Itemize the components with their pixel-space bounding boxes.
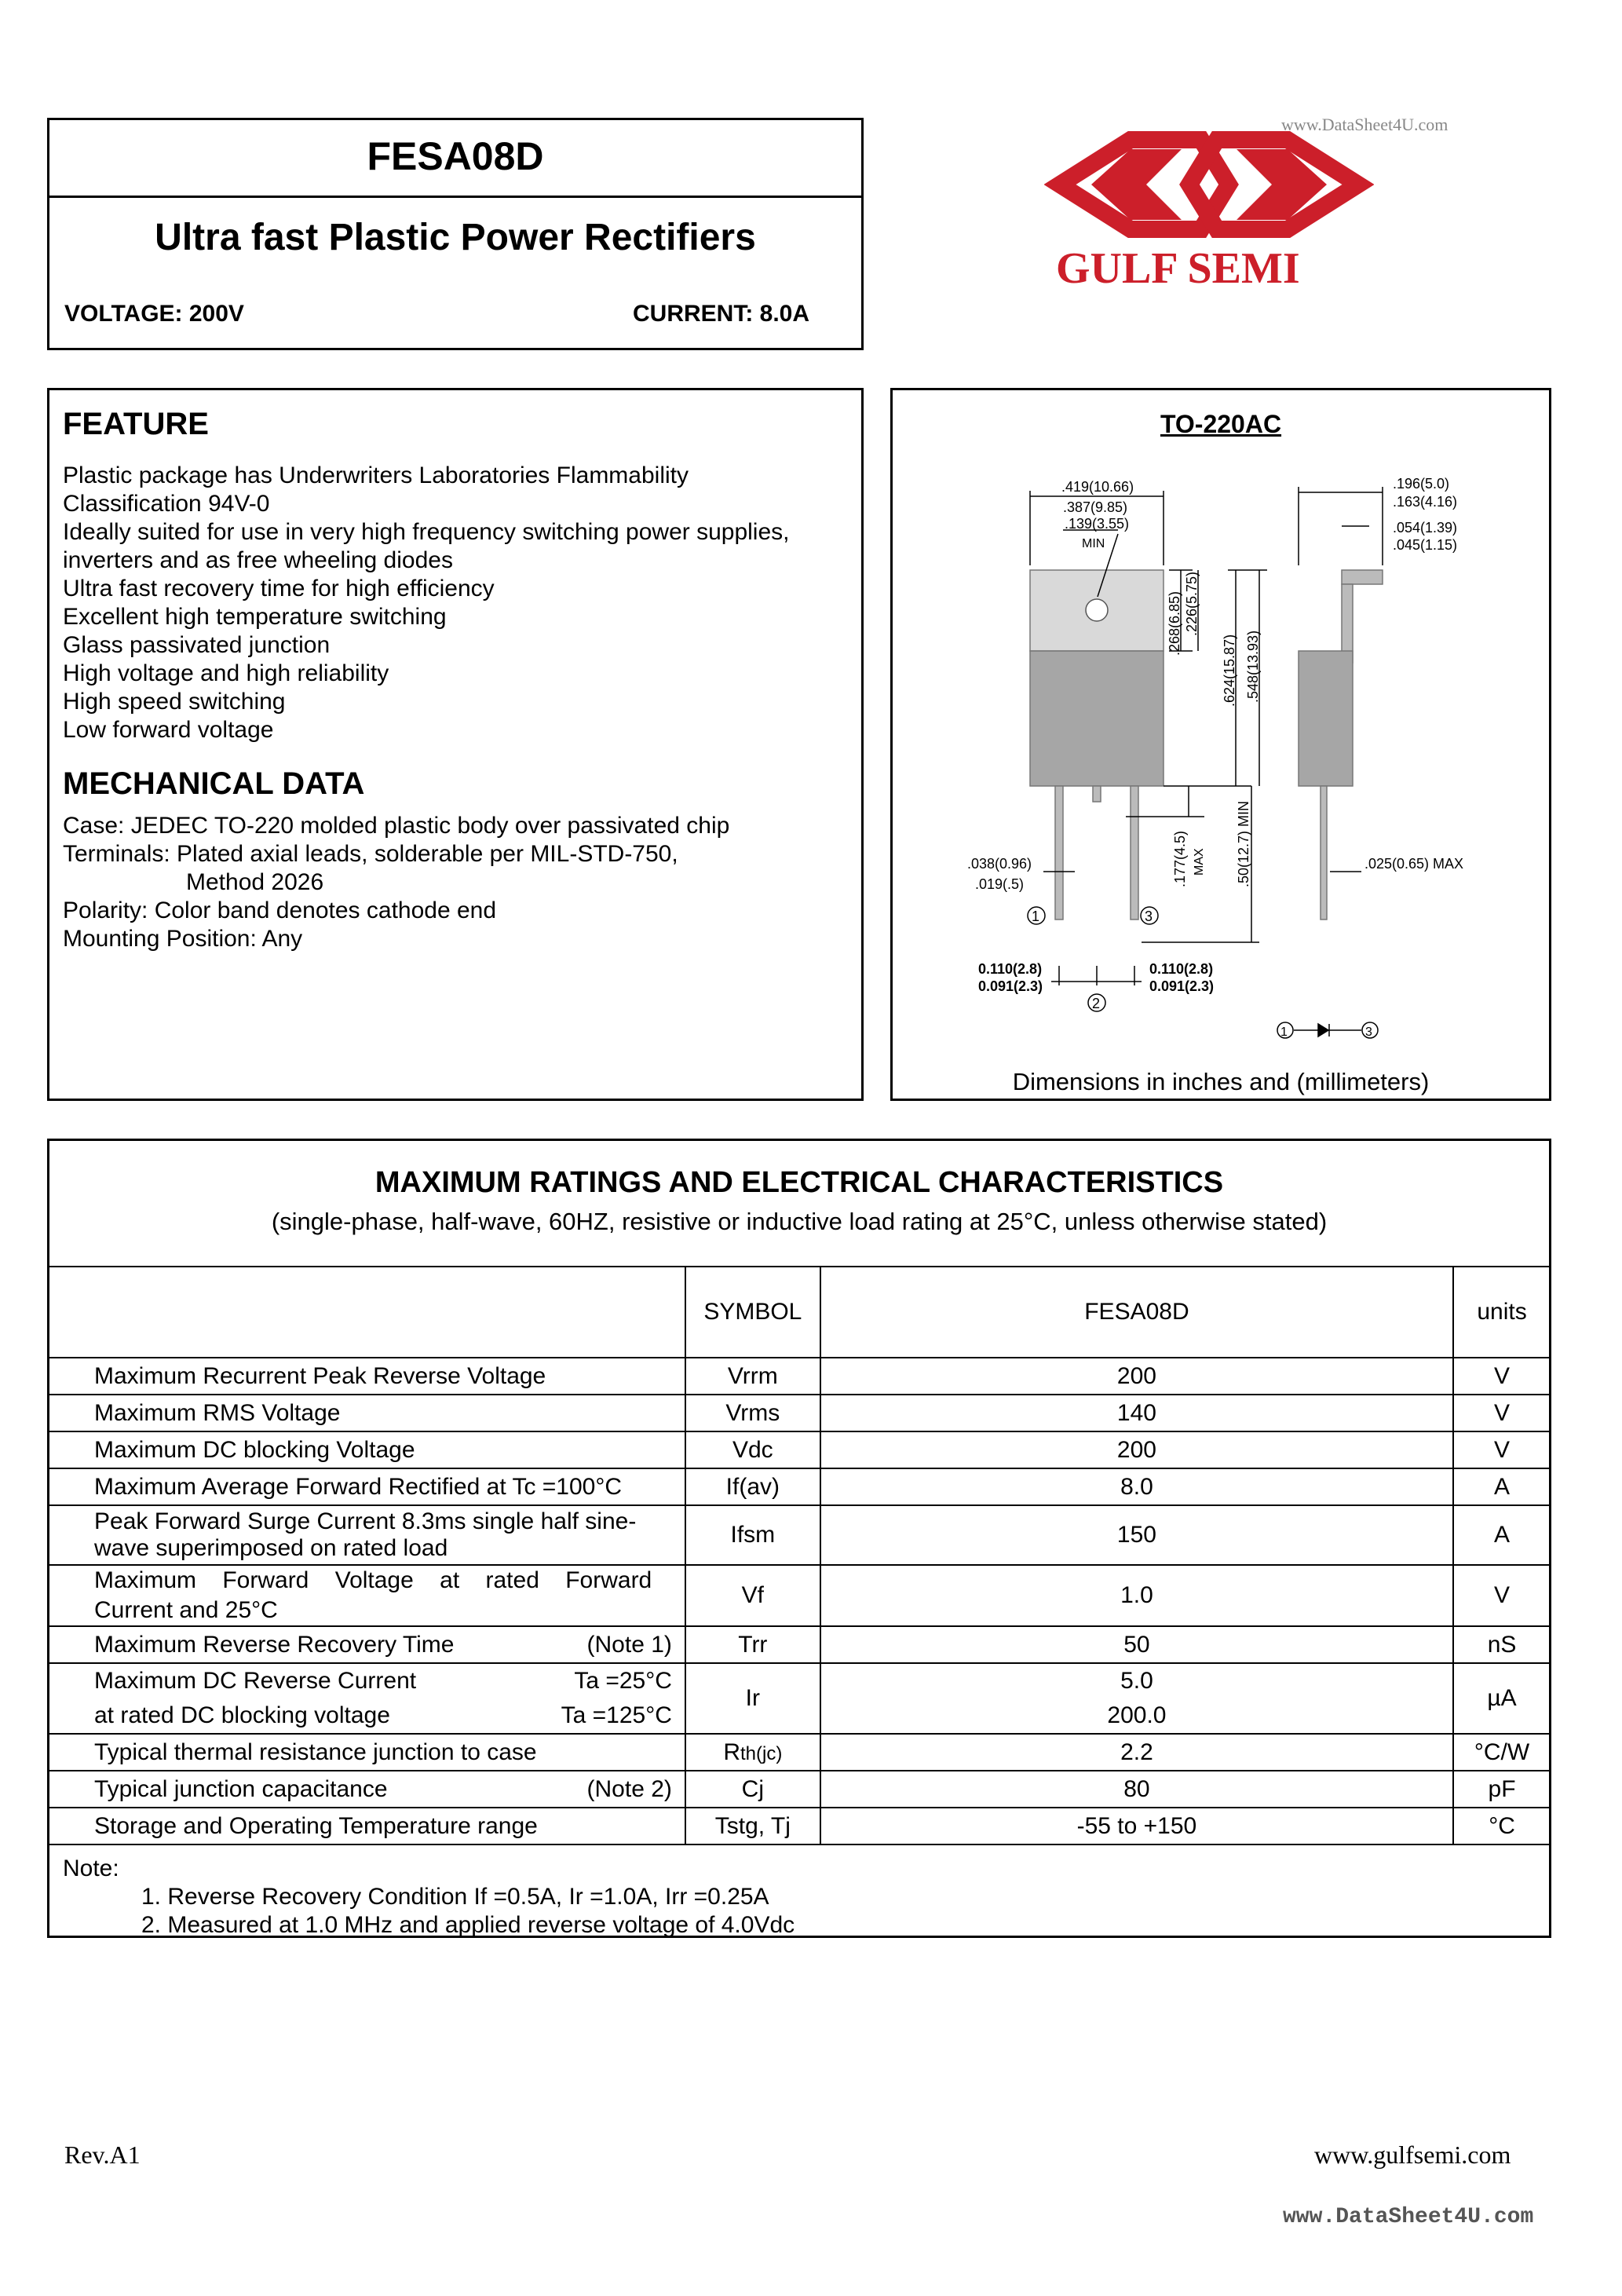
table-row: [48, 1808, 1551, 1844]
pin-label: 1: [1280, 1026, 1288, 1039]
voltage-rating: VOLTAGE: 200V: [64, 301, 244, 327]
param-cell: [48, 1565, 685, 1626]
unit-cell: °C/W: [1453, 1734, 1551, 1771]
symbol-cell: Vf: [685, 1565, 820, 1626]
value-cell: 200: [820, 1358, 1453, 1395]
param-text: Typical junction capacitance: [94, 1775, 388, 1802]
dim-label: 0.110(2.8): [978, 961, 1043, 977]
pin-label: 2: [1092, 996, 1101, 1011]
symbol-cell: Tstg, Tj: [685, 1808, 820, 1844]
symbol-cell: [685, 1734, 820, 1771]
dim-label: .019(.5): [975, 876, 1025, 892]
dim-label: .025(0.65) MAX: [1364, 856, 1464, 872]
unit-cell: °C: [1453, 1808, 1551, 1844]
dim-label: .624(15.87): [1222, 634, 1237, 707]
value-cell: 80: [820, 1771, 1453, 1808]
table-row: [48, 1734, 1551, 1771]
symbol-cell: If(av): [685, 1468, 820, 1505]
dim-label: .196(5.0): [1393, 476, 1450, 492]
dim-label: MAX: [1193, 848, 1206, 876]
condition-text: Ta =25°C: [574, 1668, 672, 1694]
value-line: 5.0: [1120, 1668, 1153, 1694]
dim-label: .548(13.93): [1245, 630, 1261, 703]
mechanical-line: Mounting Position: Any: [63, 926, 303, 952]
value-cell: [820, 1663, 1453, 1734]
value-cell: 140: [820, 1395, 1453, 1431]
feature-line: Classification 94V-0: [63, 491, 270, 517]
symbol-cell: Ifsm: [685, 1505, 820, 1565]
unit-cell: pF: [1453, 1771, 1551, 1808]
param-text: at rated DC blocking voltage: [94, 1702, 390, 1728]
unit-cell: V: [1453, 1431, 1551, 1468]
symbol-subscript: th(jc): [740, 1742, 783, 1764]
table-row: [48, 1468, 1551, 1505]
param-line: [94, 1664, 681, 1698]
unit-cell: A: [1453, 1468, 1551, 1505]
symbol-text: R: [723, 1738, 740, 1765]
header-blank-cell: [48, 1267, 685, 1358]
symbol-cell: Cj: [685, 1771, 820, 1808]
unit-cell: A: [1453, 1505, 1551, 1565]
param-cell: [48, 1505, 685, 1565]
param-line: [94, 1698, 681, 1733]
notes-block: [63, 1855, 795, 1940]
table-row: [48, 1565, 1551, 1626]
notes-label: Note:: [63, 1855, 119, 1881]
table-row: [48, 1663, 1551, 1734]
value-cell: 1.0: [820, 1565, 1453, 1626]
mechanical-line: Terminals: Plated axial leads, solderable per MIL-STD-750,: [63, 841, 678, 867]
param-line: Maximum Forward Voltage at rated Forward: [94, 1567, 652, 1593]
unit-cell: V: [1453, 1565, 1551, 1626]
feature-list: [63, 462, 790, 744]
unit-cell: V: [1453, 1395, 1551, 1431]
table-row: [48, 1771, 1551, 1808]
dim-label: 0.091(2.3): [978, 978, 1043, 994]
mechanical-heading: MECHANICAL DATA: [63, 766, 365, 801]
table-row: [48, 1505, 1551, 1565]
param-cell: Maximum Average Forward Rectified at Tc =100°C: [48, 1468, 685, 1505]
symbol-cell: Trr: [685, 1626, 820, 1663]
condition-text: Ta =125°C: [561, 1702, 672, 1728]
dim-label: .419(10.66): [1061, 479, 1134, 495]
table-header-row: [48, 1267, 1551, 1358]
dim-label: .045(1.15): [1393, 537, 1458, 553]
note-line: 1. Reverse Recovery Condition If =0.5A, Ir =1.0A, Irr =0.25A: [141, 1884, 769, 1910]
unit-cell: µA: [1453, 1663, 1551, 1734]
param-cell: Maximum RMS Voltage: [48, 1395, 685, 1431]
brand-name: GULF SEMI: [1056, 244, 1300, 293]
dim-label: .038(0.96): [967, 856, 1032, 872]
value-cell: 50: [820, 1626, 1453, 1663]
table-row: [48, 1395, 1551, 1431]
feature-line: High speed switching: [63, 689, 286, 715]
table-row: [48, 1626, 1551, 1663]
feature-heading: FEATURE: [63, 407, 209, 441]
dim-label: .268(6.85): [1167, 590, 1182, 656]
param-line: Current and 25°C: [94, 1597, 278, 1623]
param-text: Maximum DC Reverse Current: [94, 1668, 417, 1694]
package-caption: Dimensions in inches and (millimeters): [1012, 1068, 1430, 1095]
value-cell: 2.2: [820, 1734, 1453, 1771]
unit-cell: nS: [1453, 1626, 1551, 1663]
units-column-header: units: [1453, 1267, 1551, 1358]
note-line: 2. Measured at 1.0 MHz and applied reverse voltage of 4.0Vdc: [141, 1912, 795, 1938]
mechanical-list: [63, 812, 729, 953]
pin-label: 3: [1145, 909, 1153, 924]
dim-label: 0.110(2.8): [1149, 961, 1214, 977]
feature-line: Plastic package has Underwriters Laboratories Flammability: [63, 462, 689, 488]
value-cell: 150: [820, 1505, 1453, 1565]
value-cell: 200: [820, 1431, 1453, 1468]
current-rating: CURRENT: 8.0A: [633, 301, 810, 327]
company-website: www.gulfsemi.com: [1314, 2141, 1511, 2169]
package-title: TO-220AC: [1160, 410, 1282, 438]
unit-cell: V: [1453, 1358, 1551, 1395]
dim-label: .50(12.7) MIN: [1236, 800, 1251, 887]
table-row: [48, 1431, 1551, 1468]
dim-label: .054(1.39): [1393, 520, 1458, 536]
dim-label: 0.091(2.3): [1149, 978, 1215, 994]
symbol-column-header: SYMBOL: [685, 1267, 820, 1358]
param-cell: Storage and Operating Temperature range: [48, 1808, 685, 1844]
mechanical-line: Method 2026: [186, 869, 324, 895]
dim-label: .163(4.16): [1393, 494, 1458, 510]
param-cell: [48, 1626, 685, 1663]
table-row: [48, 1358, 1551, 1395]
note-ref: (Note 1): [586, 1631, 672, 1658]
value-line: 200.0: [1107, 1702, 1167, 1728]
dim-label: .226(5.75): [1184, 571, 1200, 636]
to220-drawing: [890, 448, 1551, 1052]
param-cell: [48, 1771, 685, 1808]
revision-label: Rev.A1: [64, 2141, 141, 2169]
param-line: Peak Forward Surge Current 8.3ms single half sine-: [94, 1508, 637, 1534]
feature-line: Excellent high temperature switching: [63, 604, 447, 630]
part-number-title: FESA08D: [367, 134, 544, 178]
mechanical-line: Polarity: Color band denotes cathode end: [63, 898, 497, 923]
pin-label: 1: [1032, 909, 1040, 924]
feature-line: Low forward voltage: [63, 717, 274, 743]
part-column-header: FESA08D: [820, 1267, 1453, 1358]
param-text: Maximum Reverse Recovery Time: [94, 1631, 455, 1658]
param-cell: Maximum Recurrent Peak Reverse Voltage: [48, 1358, 685, 1395]
product-title: Ultra fast Plastic Power Rectifiers: [155, 217, 756, 258]
note-ref: (Note 2): [586, 1775, 672, 1802]
symbol-cell: Vrrm: [685, 1358, 820, 1395]
value-cell: -55 to +150: [820, 1808, 1453, 1844]
param-cell: [48, 1663, 685, 1734]
feature-line: Ideally suited for use in very high frequency switching power supplies,: [63, 519, 790, 545]
value-cell: 8.0: [820, 1468, 1453, 1505]
param-cell: Maximum DC blocking Voltage: [48, 1431, 685, 1468]
feature-line: Ultra fast recovery time for high efficiency: [63, 576, 495, 601]
feature-line: inverters and as free wheeling diodes: [63, 547, 453, 573]
ratings-title: MAXIMUM RATINGS AND ELECTRICAL CHARACTERISTICS: [374, 1166, 1224, 1199]
dim-label: .177(4.5): [1172, 830, 1188, 887]
dim-label: MIN: [1082, 537, 1105, 550]
watermark-bottom: www.DataSheet4U.com: [1283, 2205, 1534, 2229]
symbol-cell: Vrms: [685, 1395, 820, 1431]
param-line: wave superimposed on rated load: [94, 1535, 448, 1561]
watermark-top: www.DataSheet4U.com: [1281, 115, 1448, 134]
ratings-table: [47, 1266, 1551, 1845]
feature-line: Glass passivated junction: [63, 632, 331, 658]
gulf-semi-logo: [1044, 126, 1374, 243]
feature-line: High voltage and high reliability: [63, 660, 389, 686]
mechanical-line: Case: JEDEC TO-220 molded plastic body over passivated chip: [63, 813, 730, 839]
symbol-cell: Ir: [685, 1663, 820, 1734]
dim-label: .139(3.55): [1065, 516, 1130, 532]
ratings-subtitle: (single-phase, half-wave, 60HZ, resistive or inductive load rating at 25°C, unless otherwise stated): [271, 1208, 1328, 1235]
header-divider: [49, 196, 861, 198]
dim-label: .387(9.85): [1063, 499, 1128, 515]
symbol-cell: Vdc: [685, 1431, 820, 1468]
param-cell: Typical thermal resistance junction to case: [48, 1734, 685, 1771]
pin-label: 3: [1365, 1026, 1372, 1039]
